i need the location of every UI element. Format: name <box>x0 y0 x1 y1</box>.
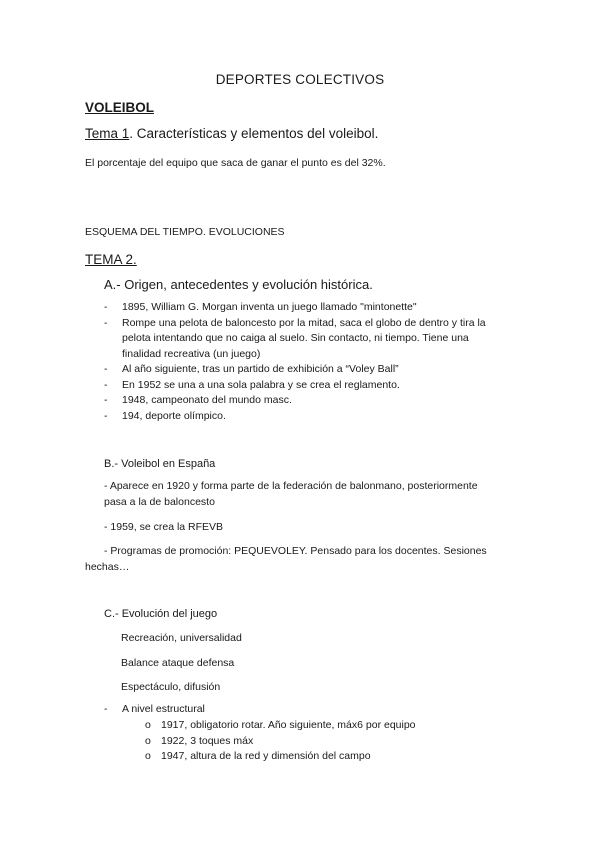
list-item-text: 194, deporte olímpico. <box>122 409 226 422</box>
tema1-heading <box>85 126 378 141</box>
list-item <box>104 362 486 378</box>
subsection-b-p1-line1: - Aparece en 1920 y forma parte de la federación de balonmano, posteriormente <box>104 480 478 492</box>
bullet-dash: - <box>104 316 108 329</box>
bullet-dash: - <box>104 301 108 313</box>
list-item-text: pelota intentando que no caiga al suelo. Sin contacto, ni tiempo. Tiene una <box>122 332 469 344</box>
section-heading-voleibol: VOLEIBOL <box>85 100 155 115</box>
sub-list-item-text: 1922, 3 toques máx <box>161 734 254 747</box>
list-item <box>104 378 486 394</box>
subsection-b-p3-line2: hechas… <box>85 561 130 573</box>
tema2-label: TEMA 2 <box>85 252 134 267</box>
subsection-c-sublist <box>145 718 416 765</box>
subsection-b-p3-line1: - Programas de promoción: PEQUEVOLEY. Pensado para los docentes. Sesiones <box>104 545 487 557</box>
list-item-text: Al año siguiente, tras un partido de exhibición a “Voley Ball” <box>122 363 399 375</box>
bullet-circle: o <box>145 734 151 747</box>
subsection-b-p1-line2: pasa a la de baloncesto <box>104 496 215 508</box>
esquema-heading: ESQUEMA DEL TIEMPO. EVOLUCIONES <box>85 226 285 238</box>
document-title: DEPORTES COLECTIVOS <box>215 72 385 87</box>
list-item <box>104 409 486 425</box>
list-item <box>104 316 486 332</box>
tema1-text: El porcentaje del equipo que saca de ganar el punto es del 32%. <box>85 157 386 169</box>
list-item-continuation <box>104 347 486 363</box>
tema1-title: . Características y elementos del voleibol. <box>129 126 379 141</box>
sub-list-item-text: 1917, obligatorio rotar. Año siguiente, máx6 por equipo <box>161 719 416 731</box>
subsection-a-list <box>104 300 486 424</box>
bullet-dash: - <box>104 409 108 422</box>
list-item <box>104 702 205 718</box>
tema1-label: Tema 1 <box>85 126 130 141</box>
subsection-b-p2: - 1959, se crea la RFEVB <box>104 521 224 533</box>
list-item-text: A nivel estructural <box>122 703 205 715</box>
bullet-dash: - <box>104 394 108 406</box>
list-item-text: finalidad recreativa (un juego) <box>122 347 261 360</box>
list-item <box>104 300 486 316</box>
tema2-dot: . <box>133 252 137 267</box>
subsection-c-list <box>104 702 205 718</box>
subsection-c-heading: C.- Evolución del juego <box>104 608 218 620</box>
list-item <box>104 393 486 409</box>
bullet-circle: o <box>145 719 151 731</box>
subsection-b-heading: B.- Voleibol en España <box>104 458 216 470</box>
subsection-c-line: Espectáculo, difusión <box>121 681 221 693</box>
list-item-text: En 1952 se una a una sola palabra y se crea el reglamento. <box>122 378 400 391</box>
subsection-c-line: Recreación, universalidad <box>121 632 242 644</box>
sub-list-item <box>145 749 416 765</box>
subsection-c-line: Balance ataque defensa <box>121 657 235 669</box>
bullet-dash: - <box>104 378 108 391</box>
sub-list-item <box>145 718 416 734</box>
list-item-text: 1895, William G. Morgan inventa un juego llamado "mintonette" <box>122 301 417 313</box>
bullet-circle: o <box>145 750 151 762</box>
list-item-text: 1948, campeonato del mundo masc. <box>122 394 292 406</box>
bullet-dash: - <box>104 363 108 375</box>
sub-list-item-text: 1947, altura de la red y dimensión del campo <box>161 750 371 762</box>
bullet-dash: - <box>104 703 108 715</box>
list-item-text: Rompe una pelota de baloncesto por la mitad, saca el globo de dentro y tira la <box>122 316 486 329</box>
list-item-continuation <box>104 331 486 347</box>
tema2-heading <box>85 252 137 267</box>
sub-list-item <box>145 734 416 750</box>
subsection-a-heading: A.- Origen, antecedentes y evolución histórica. <box>104 277 373 292</box>
